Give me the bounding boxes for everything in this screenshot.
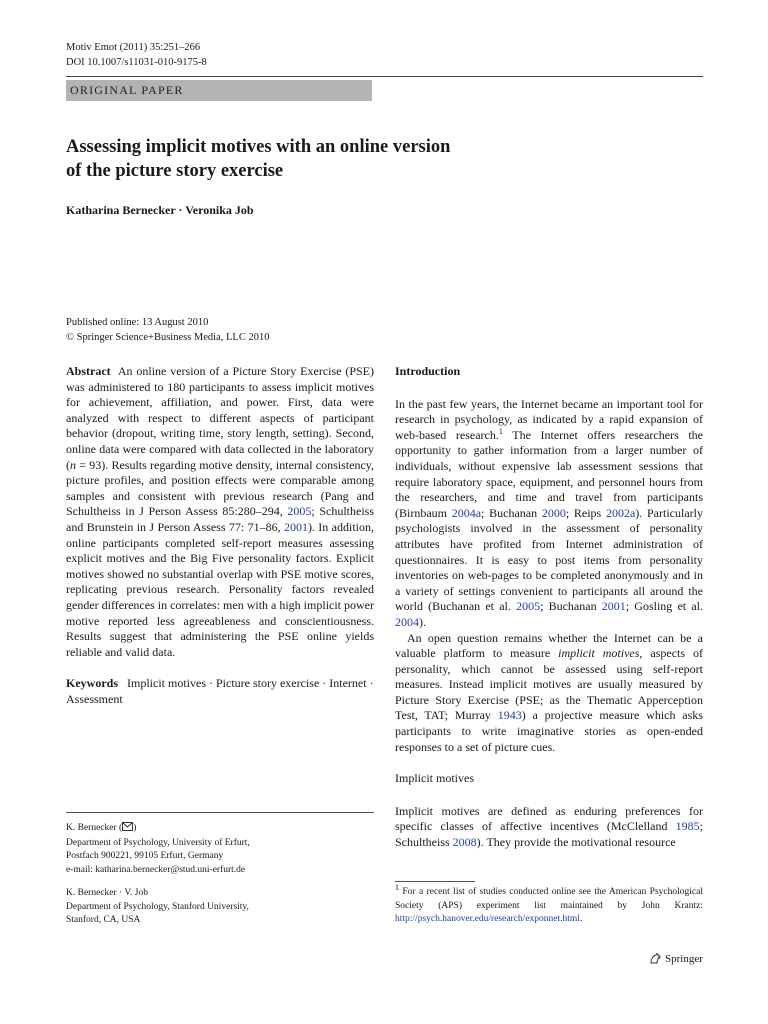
intro-text: ).: [419, 614, 426, 629]
footnote-number: 1: [395, 882, 399, 892]
abstract-text-2: = 93). Results regarding motive density, internal consistency, picture profiles, and position effects were comparable among samples and consistent with previous research (Pang and Schultheiss in J Person Assess 85:280–294,: [66, 457, 374, 519]
intro-text: In the past few years, the Internet became an important tool for research in psychology, as indicated by a rapid expansion of web-based research.: [395, 396, 703, 442]
affiliation-name-line: [66, 822, 374, 837]
citation-link[interactable]: 2005: [516, 599, 541, 614]
intro-text: , aspects of personality, which cannot be assessed using self-report measures. Instead implicit motives are usually measured by Picture Story Exercise (PSE; as the Thematic Apperception Test, TAT; Murray: [395, 646, 703, 723]
abstract-text-3: ; Schultheiss and Brunstein in J Person Assess 77: 71–86,: [66, 504, 374, 534]
affiliation-1: [66, 822, 374, 877]
right-column: [395, 364, 703, 851]
envelope-icon[interactable]: [122, 822, 133, 837]
affiliation-dept: Department of Psychology, Stanford University,: [66, 901, 249, 912]
citation-link[interactable]: 2000: [541, 505, 566, 520]
affiliation-email[interactable]: e-mail: katharina.bernecker@stud.uni-erfurt.de: [66, 864, 246, 875]
keywords-heading: Keywords: [66, 676, 118, 691]
journal-citation: Motiv Emot (2011) 35:251–266: [66, 42, 201, 53]
intro-text: ; Gosling et al.: [625, 599, 703, 614]
implicit-paragraph: [395, 804, 703, 851]
citation-link[interactable]: 2004a: [451, 505, 482, 520]
affiliation-address: Postfach 900221, 99105 Erfurt, Germany: [66, 851, 224, 862]
implicit-motives-heading: Implicit motives: [395, 771, 474, 786]
citation-link[interactable]: 2002a: [605, 505, 636, 520]
affiliation-2: [66, 887, 374, 928]
implicit-text: Implicit motives are defined as enduring preferences for specific classes of affective incentives (McClelland: [395, 803, 703, 834]
intro-paragraph-1: [395, 397, 703, 631]
affiliation-rule: [66, 812, 374, 813]
publisher-name: Springer: [665, 952, 703, 965]
abstract-n-symbol: n: [70, 457, 76, 472]
publication-info: [66, 315, 269, 345]
abstract: [66, 364, 374, 660]
abstract-text-1: An online version of a Picture Story Exercise (PSE) was administered to 180 participants to assess implicit motives for achievement, affiliation, and power. First, data were analyzed with respect to different aspects of participant behavior (dropout, writing time, story length, setting). Second, online data were compared with data collected in the laboratory (: [66, 364, 375, 472]
affiliation-name: K. Bernecker · V. Job: [66, 888, 148, 898]
paper-title: [66, 135, 586, 183]
intro-text: ; Buchanan: [481, 505, 542, 520]
footnote-text: For a recent list of studies conducted online see the American Psychological Society (APS) experiment list maintained by John Krantz:: [395, 887, 703, 911]
implicit-text: ). They provide the motivational resource: [476, 835, 676, 850]
affiliation-paren: ): [133, 823, 137, 833]
springer-horse-icon: [649, 952, 662, 965]
footnote-url-link[interactable]: http://psych.hanover.edu/research/exponnet.html: [395, 914, 580, 925]
title-line-1: Assessing implicit motives with an online version: [66, 137, 451, 157]
abstract-text-4: ). In addition, online participants completed self-report measures assessing explicit motives and the Big Five personality factors. Explicit motives showed no substantial overlap with PSE motive scores, replicating previous research. Personality factors revealed gender differences in correlates: men with a high implicit power motive reported less agreeableness and conscientiousness. Results suggest that administering the PSE online yields reliable and valid data.: [66, 519, 375, 659]
intro-text: ; Buchanan: [540, 599, 602, 614]
intro-text: ; Reips: [565, 505, 606, 520]
published-date: Published online: 13 August 2010: [66, 317, 209, 328]
footnote-rule: [395, 881, 475, 882]
intro-text: An open question remains whether the Internet can be a valuable platform to measure: [395, 630, 703, 661]
footnote: [395, 882, 703, 927]
intro-text: The Internet offers researchers the opportunity to gather information from a larger number of individuals, without expensive lab assessment sessions that require laboratory space, equipment, and personnel hours from the researchers, and time and travel from participants (Birnbaum: [395, 427, 703, 520]
article-type-badge: ORIGINAL PAPER: [66, 80, 372, 101]
keywords-text: Implicit motives · Picture story exercise · Internet · Assessment: [66, 676, 374, 706]
intro-emphasis: implicit motives: [558, 646, 640, 661]
introduction-heading: Introduction: [395, 364, 461, 378]
citation-link[interactable]: 1943: [497, 708, 522, 723]
citation-link[interactable]: 2001: [283, 519, 308, 534]
intro-text: ) a projective measure which asks participants to write imaginative stories as open-ended responses to a set of picture cues.: [395, 708, 703, 754]
copyright-notice: © Springer Science+Business Media, LLC 2010: [66, 332, 270, 343]
footnote-marker[interactable]: 1: [498, 426, 503, 436]
left-column: [66, 364, 374, 707]
citation-link[interactable]: 2008: [452, 835, 477, 850]
affiliation-name: K. Bernecker (: [66, 823, 123, 833]
citation-link[interactable]: 2001: [601, 599, 626, 614]
implicit-text: ; Schultheiss: [395, 819, 703, 850]
intro-text: ). Particularly psychologists involved in the assessment of personality attributes have profited from Internet administration of questionnaires. It is easy to post items from personality inventories on web-pages to be completed anonymously and in a variety of settings convenient to participants all around the world (Buchanan et al.: [395, 505, 703, 614]
header-rule: [66, 76, 703, 77]
affiliation-dept: Department of Psychology, University of Erfurt,: [66, 837, 250, 848]
citation-link[interactable]: 2005: [287, 504, 312, 519]
affiliation-address: Stanford, CA, USA: [66, 915, 141, 926]
author-list: Katharina Bernecker · Veronika Job: [66, 203, 254, 217]
title-line-2: of the picture story exercise: [66, 161, 284, 181]
keywords: [66, 676, 374, 707]
doi: DOI 10.1007/s11031-010-9175-8: [66, 57, 207, 68]
citation-link[interactable]: 2004: [395, 614, 419, 629]
publisher-logo: [649, 952, 703, 965]
footnote-end: .: [579, 914, 583, 925]
intro-paragraph-2: [395, 631, 703, 756]
citation-link[interactable]: 1985: [675, 819, 700, 834]
abstract-heading: Abstract: [66, 364, 111, 378]
journal-info: [66, 40, 207, 70]
